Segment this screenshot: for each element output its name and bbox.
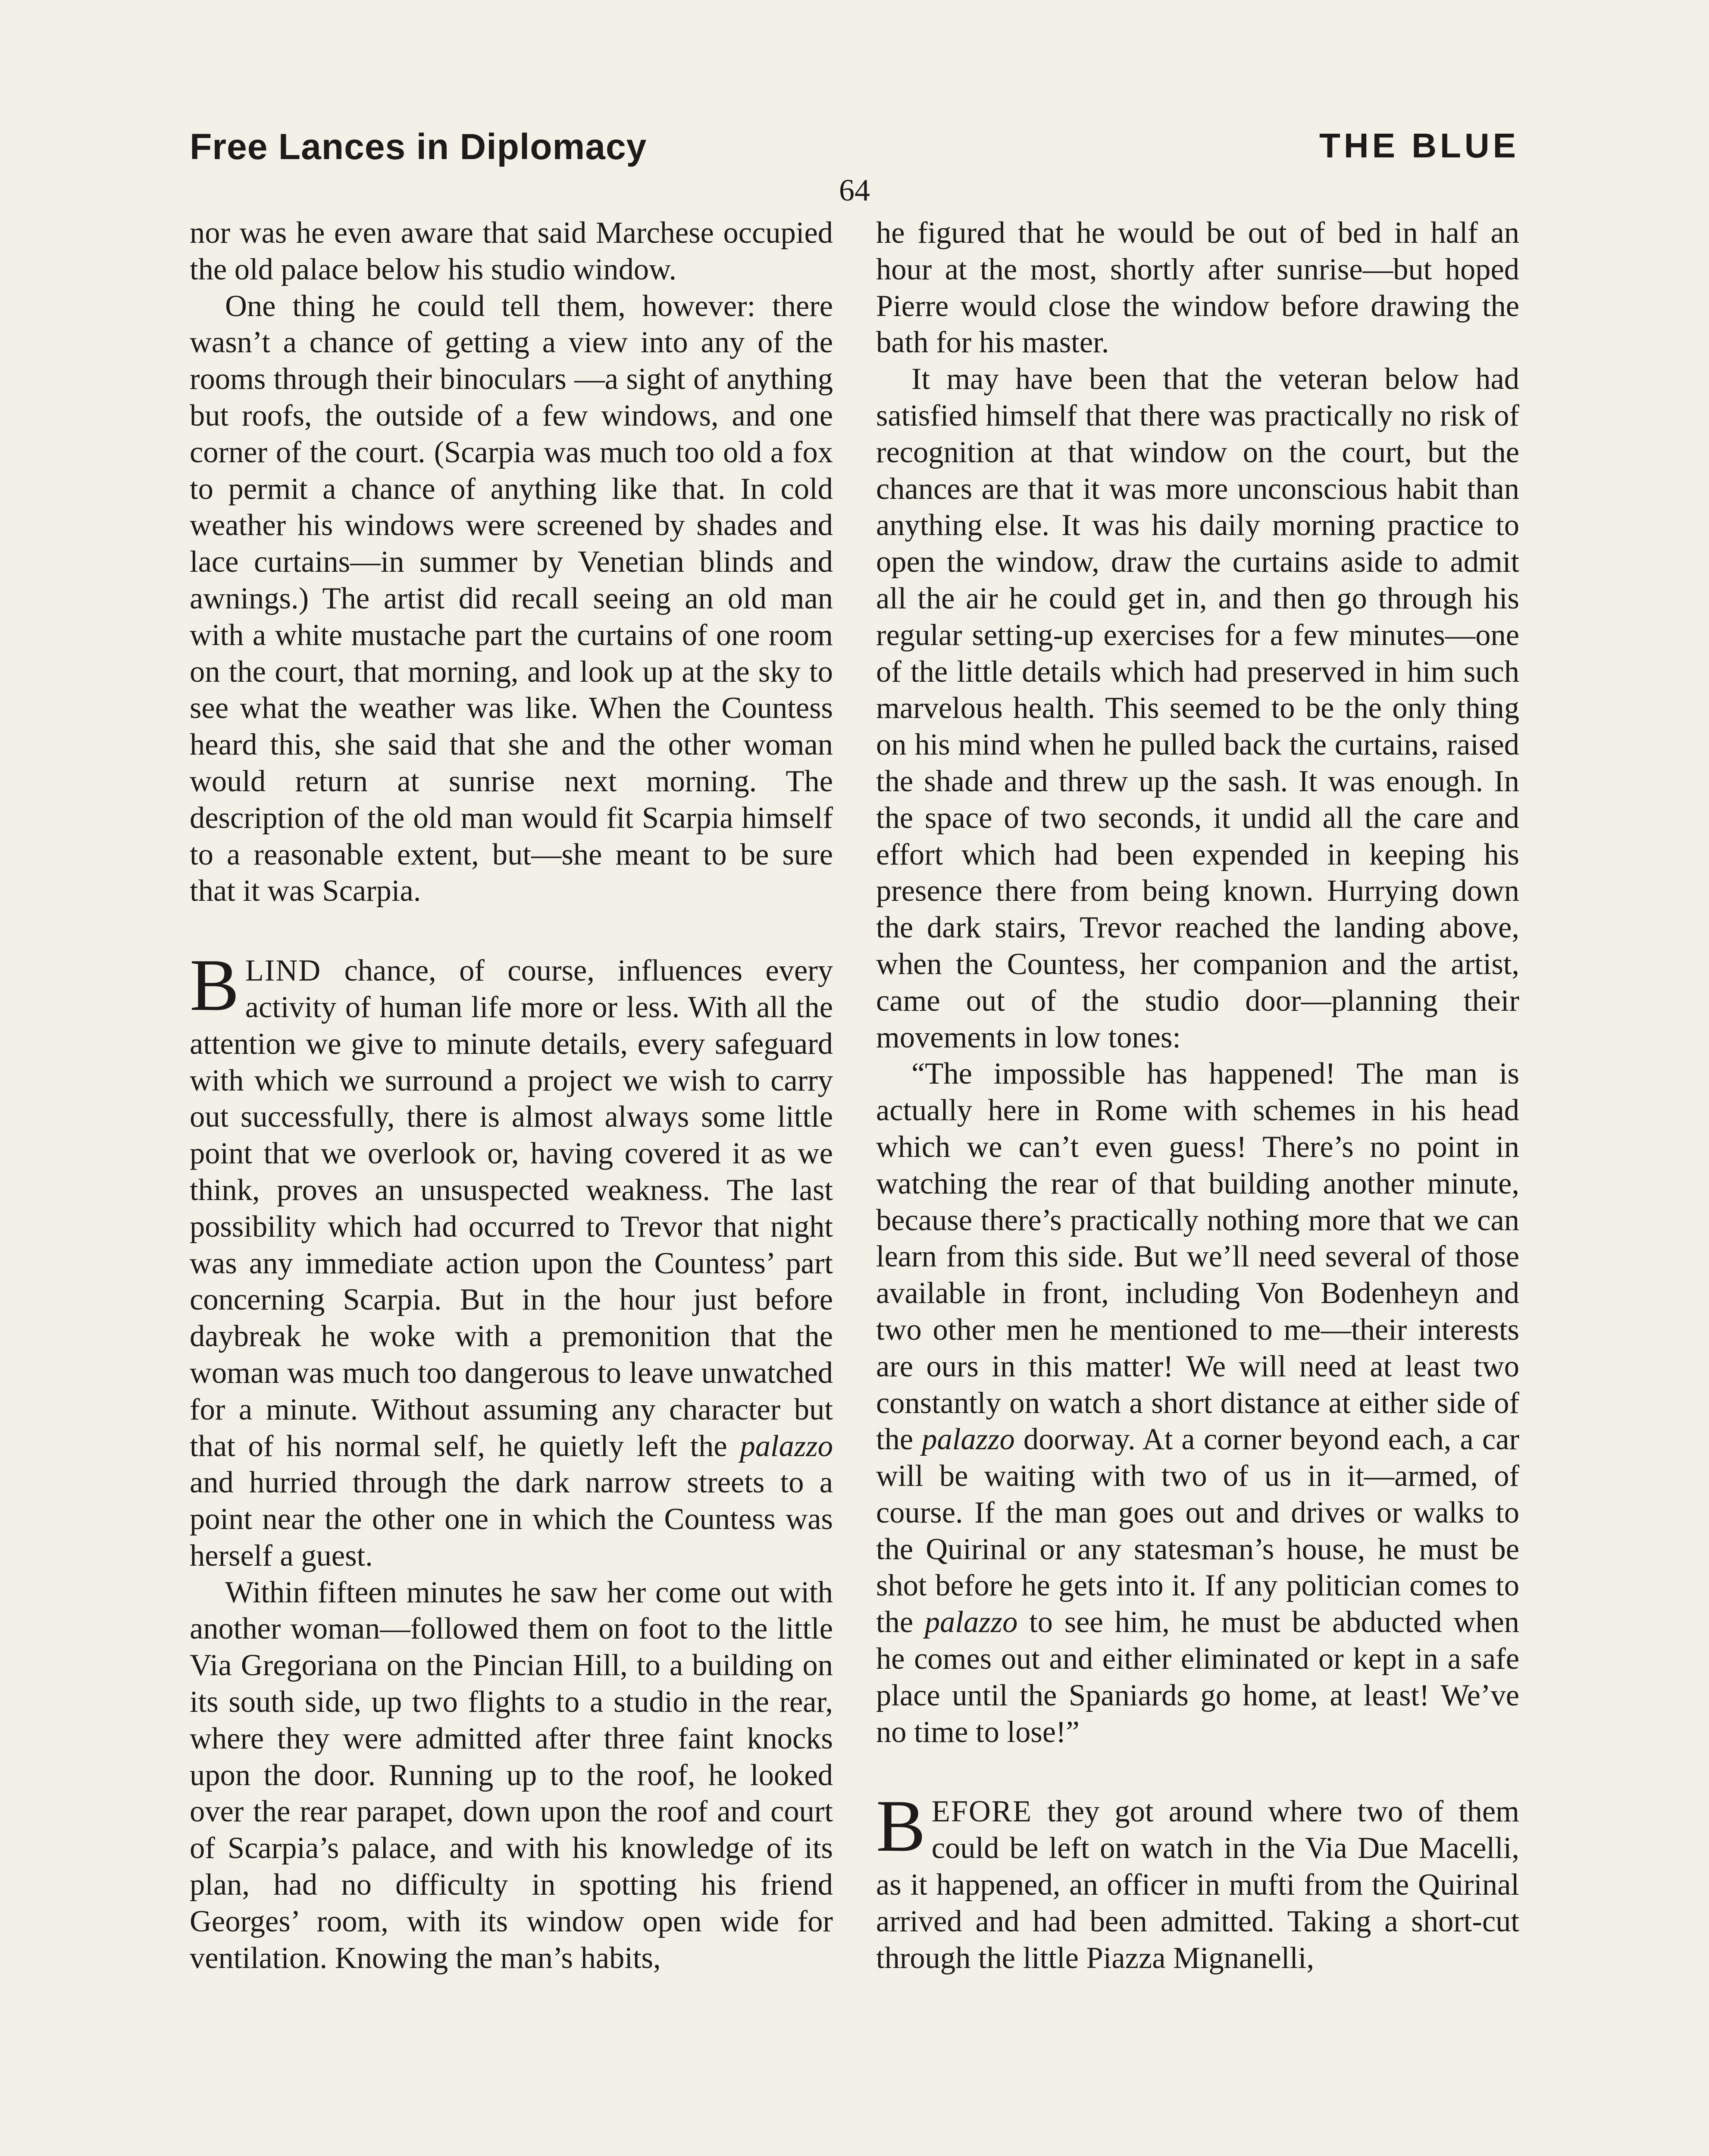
paragraph-text: to see him, he must be abducted when he comes out and either eliminated or kept in a safe place until the Spaniards go home, at least! We’ve no time to lose!” <box>876 1605 1519 1749</box>
left-column <box>190 215 833 2156</box>
drop-cap: B <box>190 944 239 1027</box>
paragraph-text: “The impossible has happened! The man is actually here in Rome with schemes in his head which we can’t even guess! There’s no point in watching the rear of that building another minute, because there’s practically nothing more that we can learn from this side. But we’ll need several of those available in front, including Von Bodenheyn and two other men he mentioned to me—their interests are ours in this matter! We will need at least two constantly on watch a short distance at either side of the <box>876 1057 1519 1457</box>
paragraph: he figured that he would be out of bed in half an hour at the most, shortly after sunrise—but hoped Pierre would close the window before drawing the bath for his master. <box>876 216 1519 360</box>
small-caps-lead: EFORE <box>931 1795 1033 1829</box>
italic-word: palazzo <box>924 1605 1018 1639</box>
section-paragraph <box>190 944 833 1574</box>
paragraph: Within fifteen minutes he saw her come out with another woman—followed them on foot to the little Via Gregoriana on the Pincian Hill, to a building on its south side, up two flights to a studio in the rear, where they were admitted after three faint knocks upon the door. Running up to the roof, he looked over the rear parapet, down upon the roof and court of Scarpia’s palace, and with his knowledge of its plan, had no difficulty in spotting his friend Georges’ room, with its window open wide for ventilation. Knowing the man’s habits, <box>190 1575 833 1975</box>
running-title: Free Lances in Diplomacy <box>190 126 647 167</box>
section-paragraph <box>876 1785 1519 1976</box>
paragraph-text: chance, of course, influences every activity of human life more or less. With all the attention we give to minute details, every safeguard with which we surround a project we wish to carry out successfully, there is almost always some little point that we overlook or, having covered it as we think, proves an unsuspected weakness. The last possibility which had occurred to Trevor that night was any immediate action upon the Countess’ part concerning Scarpia. But in the hour just before daybreak he woke with a premonition that the woman was much too dangerous to leave unwatched for a minute. Without assuming any character but that of his normal self, he quietly left the <box>190 954 833 1463</box>
drop-cap: B <box>876 1785 926 1868</box>
small-caps-lead: LIND <box>245 954 322 988</box>
paragraph: nor was he even aware that said Marchese occupied the old palace below his studio window. <box>190 216 833 286</box>
paragraph-text: doorway. At a corner beyond each, a car will be waiting with two of us in it—armed, of course. If the man goes out and drives or walks to the Quirinal or any statesman’s house, he must be shot before he gets into it. If any politician comes to the <box>876 1423 1519 1639</box>
italic-word: palazzo <box>922 1423 1015 1457</box>
right-column <box>876 215 1519 2156</box>
paragraph: It may have been that the veteran below had satisfied himself that there was practically no risk of recognition at that window on the court, but the chances are that it was more unconscious habit than anything else. It was his daily morning practice to open the window, draw the curtains aside to admit all the air he could get in, and then go through his regular setting-up exercises for a few minutes—one of the little details which had preserved in him such marvelous health. This seemed to be the only thing on his mind when he pulled back the curtains, raised the shade and threw up the sash. It was enough. In the space of two seconds, it undid all the care and effort which had been expended in keeping his presence there from being known. Hurrying down the dark stairs, Trevor reached the landing above, when the Countess, her companion and the artist, came out of the studio door—planning their movements in low tones: <box>876 362 1519 1054</box>
magazine-name: THE BLUE <box>1319 126 1519 165</box>
paragraph-text: they got around where two of them could be left on watch in the Via Due Macelli, as it happened, an officer in mufti from the Quirinal arrived and had been admitted. Taking a short-cut through the little Piazza Mignanelli, <box>876 1795 1519 1975</box>
italic-word: palazzo <box>740 1429 833 1463</box>
paragraph: One thing he could tell them, however: there wasn’t a chance of getting a view into any of the rooms through their binoculars —a sight of anything but roofs, the outside of a few windows, and one corner of the court. (Scarpia was much too old a fox to permit a chance of anything like that. In cold weather his windows were screened by shades and lace curtains—in summer by Venetian blinds and awnings.) The artist did recall seeing an old man with a white mustache part the curtains of one room on the court, that morning, and look up at the sky to see what the weather was like. When the Countess heard this, she said that she and the other woman would return at sunrise next morning. The description of the old man would fit Scarpia himself to a reasonable extent, but—she meant to be sure that it was Scarpia. <box>190 289 833 908</box>
paragraph-text: and hurried through the dark narrow streets to a point near the other one in which the Countess was herself a guest. <box>190 1466 833 1573</box>
quote-paragraph <box>876 1056 1519 1750</box>
page-number: 64 <box>839 173 870 207</box>
